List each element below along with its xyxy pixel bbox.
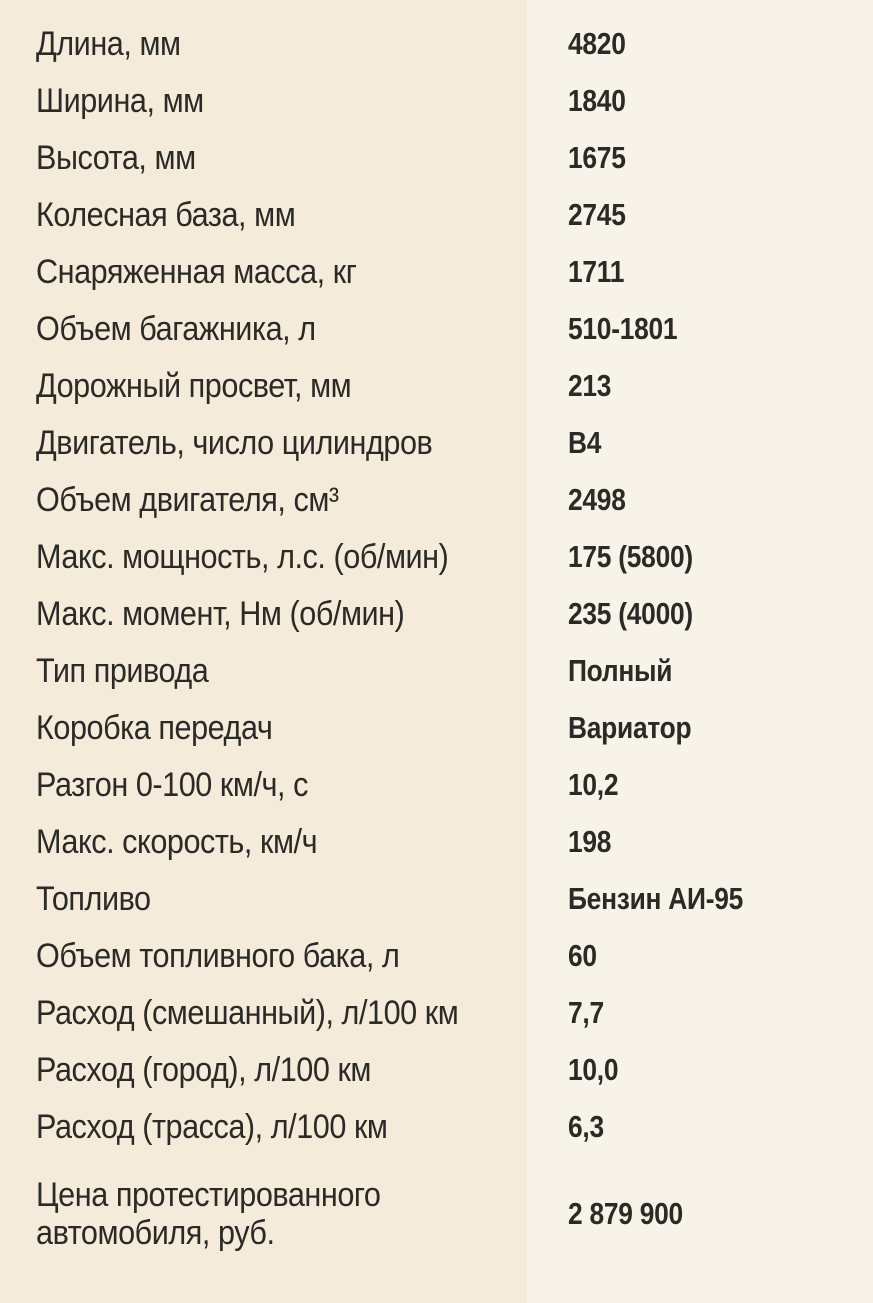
spec-value: 1711 xyxy=(568,254,625,290)
spec-row xyxy=(0,586,873,643)
spec-value-cell xyxy=(527,255,873,289)
spec-label-cell xyxy=(0,139,527,177)
spec-label: Расход (город), л/100 км xyxy=(36,1051,372,1090)
spec-value: 2 879 900 xyxy=(568,1195,683,1231)
spec-row xyxy=(0,757,873,814)
spec-row xyxy=(0,73,873,130)
spec-value: 198 xyxy=(568,824,612,860)
spec-value: 2498 xyxy=(568,482,626,518)
spec-label: Двигатель, число цилиндров xyxy=(36,424,433,463)
spec-value: 510-1801 xyxy=(568,311,678,347)
spec-label: Макс. скорость, км/ч xyxy=(36,823,318,862)
spec-label: Расход (трасса), л/100 км xyxy=(36,1108,388,1147)
spec-label: Разгон 0-100 км/ч, с xyxy=(36,766,308,805)
spec-label-cell xyxy=(0,652,527,690)
spec-value-cell xyxy=(527,483,873,517)
spec-value-cell xyxy=(527,312,873,346)
spec-row xyxy=(0,985,873,1042)
spec-label: Топливо xyxy=(36,880,151,919)
spec-value-cell xyxy=(527,654,873,688)
spec-value-cell xyxy=(527,369,873,403)
spec-row xyxy=(0,1042,873,1099)
spec-value-cell xyxy=(527,1053,873,1087)
spec-value: 10,0 xyxy=(568,1052,619,1088)
spec-label: Ширина, мм xyxy=(36,82,204,121)
spec-row xyxy=(0,529,873,586)
spec-label: Длина, мм xyxy=(36,25,181,64)
spec-value: Бензин АИ-95 xyxy=(568,881,744,917)
spec-value: 1840 xyxy=(568,83,626,119)
spec-row xyxy=(0,16,873,73)
spec-value-cell xyxy=(527,198,873,232)
spec-value-cell xyxy=(527,825,873,859)
spec-value: 1675 xyxy=(568,140,626,176)
spec-row xyxy=(0,928,873,985)
spec-value: Вариатор xyxy=(568,710,692,746)
spec-row xyxy=(0,415,873,472)
spec-value-cell xyxy=(527,84,873,118)
spec-label-cell xyxy=(0,310,527,348)
spec-label: Объем багажника, л xyxy=(36,310,316,349)
spec-row xyxy=(0,187,873,244)
spec-label-cell xyxy=(0,595,527,633)
spec-value: 235 (4000) xyxy=(568,596,693,632)
spec-label: Цена протестированного автомобиля, руб. xyxy=(36,1175,381,1252)
spec-label: Тип привода xyxy=(36,652,209,691)
spec-label-cell xyxy=(0,1051,527,1089)
spec-label-cell xyxy=(0,25,527,63)
spec-label: Макс. момент, Нм (об/мин) xyxy=(36,595,405,634)
spec-label: Высота, мм xyxy=(36,139,196,178)
spec-row xyxy=(0,700,873,757)
spec-value-cell xyxy=(527,1110,873,1144)
spec-label-cell xyxy=(0,538,527,576)
spec-label: Объем топливного бака, л xyxy=(36,937,400,976)
spec-label-cell xyxy=(0,367,527,405)
spec-value: 7,7 xyxy=(568,995,604,1031)
spec-value-cell xyxy=(527,141,873,175)
spec-value-cell xyxy=(527,540,873,574)
spec-value-cell xyxy=(527,768,873,802)
spec-label-cell xyxy=(0,766,527,804)
spec-row xyxy=(0,871,873,928)
spec-value-cell xyxy=(527,939,873,973)
spec-row xyxy=(0,643,873,700)
spec-label: Дорожный просвет, мм xyxy=(36,367,352,406)
spec-label: Снаряженная масса, кг xyxy=(36,253,357,292)
spec-label-cell xyxy=(0,253,527,291)
spec-label-cell xyxy=(0,823,527,861)
spec-label-cell xyxy=(0,424,527,462)
spec-label-cell xyxy=(0,709,527,747)
spec-label: Объем двигателя, см³ xyxy=(36,481,339,520)
spec-value-cell xyxy=(527,996,873,1030)
spec-label-cell xyxy=(0,1108,527,1146)
spec-label-cell xyxy=(0,196,527,234)
spec-value: 175 (5800) xyxy=(568,539,693,575)
spec-label-cell xyxy=(0,82,527,120)
spec-label: Макс. мощность, л.с. (об/мин) xyxy=(36,538,449,577)
spec-value: 213 xyxy=(568,368,612,404)
spec-value: 6,3 xyxy=(568,1109,604,1145)
spec-label: Колесная база, мм xyxy=(36,196,296,235)
spec-label-cell xyxy=(0,1176,527,1252)
spec-row xyxy=(0,358,873,415)
spec-label: Коробка передач xyxy=(36,709,273,748)
spec-value: Полный xyxy=(568,653,673,689)
spec-value-cell xyxy=(527,597,873,631)
spec-row xyxy=(0,301,873,358)
spec-row xyxy=(0,130,873,187)
spec-value: 4820 xyxy=(568,26,626,62)
spec-row xyxy=(0,814,873,871)
spec-value-cell xyxy=(527,426,873,460)
spec-value-cell xyxy=(527,882,873,916)
spec-label-cell xyxy=(0,880,527,918)
spec-value-cell xyxy=(527,1197,873,1231)
spec-value-cell xyxy=(527,27,873,61)
spec-value-cell xyxy=(527,711,873,745)
spec-label-cell xyxy=(0,994,527,1032)
spec-row xyxy=(0,244,873,301)
spec-label-cell xyxy=(0,937,527,975)
spec-value: 2745 xyxy=(568,197,626,233)
spec-row xyxy=(0,1164,873,1264)
spec-label-cell xyxy=(0,481,527,519)
spec-row xyxy=(0,472,873,529)
spec-label: Расход (смешанный), л/100 км xyxy=(36,994,459,1033)
spec-value: В4 xyxy=(568,425,602,461)
spec-value: 60 xyxy=(568,938,597,974)
spec-row xyxy=(0,1099,873,1156)
spec-value: 10,2 xyxy=(568,767,619,803)
